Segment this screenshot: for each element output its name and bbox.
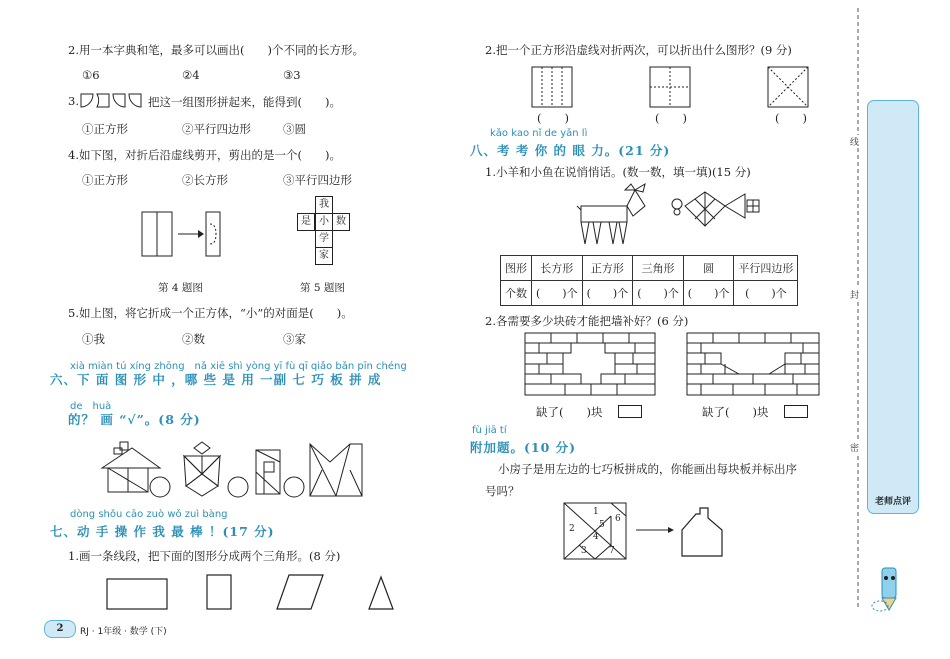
q5-option-1: ①我 (82, 332, 105, 346)
q2-option-3: ③3 (283, 68, 301, 82)
section-7-pinyin: dòng shǒu cāo zuò wǒ zuì bàng (70, 509, 228, 520)
brick-walls-figure (525, 333, 845, 399)
tangram-piece-4: 4 (593, 532, 599, 542)
question-2-text: 2.用一本字典和笔，最多可以画出( )个不同的长方形。 (68, 43, 364, 57)
section-8-pinyin: kǎo kao nǐ de yǎn lì (490, 128, 588, 139)
cube-face-xiao: 小 (315, 213, 333, 231)
section-7-title: 七、动 手 操 作 我 最 棒 ！(17 分) (50, 524, 275, 539)
tangram-piece-1: 1 (593, 507, 599, 517)
right-question-2-text: 2.把一个正方形沿虚线对折两次，可以折出什么图形？(9 分) (485, 43, 792, 57)
tangram-piece-5: 5 (599, 520, 605, 530)
binding-letter-xian: 线 (850, 135, 859, 148)
count-square-cell[interactable]: ( )个 (582, 281, 633, 306)
house-outline (682, 508, 722, 556)
tangram-piece-6: 6 (615, 514, 621, 524)
count-triangle-cell[interactable]: ( )个 (633, 281, 684, 306)
teacher-comment-label: 老师点评 (874, 497, 911, 507)
table-row (501, 281, 798, 306)
circle-shape-2 (228, 477, 248, 497)
q3-option-1: ①正方形 (82, 122, 128, 136)
q4-option-1: ①正方形 (82, 173, 128, 187)
brick-answer-box-1[interactable] (618, 405, 642, 418)
parallelogram-shape (277, 575, 323, 609)
brick-answer-box-2[interactable] (784, 405, 808, 418)
tangram-m-figure (310, 444, 362, 496)
caption-fig-4: 第 4 题图 (158, 282, 203, 294)
pencil-mascot-icon (868, 560, 918, 620)
question-3-text: 把这一组图形拼起来，能得到( )。 (148, 95, 341, 109)
cube-face-wo: 我 (315, 196, 333, 214)
cube-face-shi: 是 (297, 213, 315, 231)
tangram-piece-2: 2 (569, 524, 575, 534)
binding-letter-feng: 封 (850, 288, 859, 301)
tangram-letter-figure (256, 450, 280, 494)
table-header-row (501, 256, 798, 281)
fold-answer-3[interactable]: ( ) (775, 111, 807, 125)
section-7-question-1: 1.画一条线段，把下面的图形分成两个三角形。(8 分) (68, 549, 341, 563)
fold-answer-2[interactable]: ( ) (655, 111, 687, 125)
bonus-title: 附加题。(10 分) (470, 440, 577, 455)
q5-option-3: ③家 (283, 332, 306, 346)
tangram-figures (100, 440, 370, 500)
table-header-cell: 正方形 (582, 256, 633, 281)
fold-cut-figure (140, 210, 230, 260)
triangle-shape (369, 577, 393, 609)
table-header-cell: 三角形 (633, 256, 684, 281)
q4-option-3: ③平行四边形 (283, 173, 352, 187)
section-6-title-1: 六、下 面 图 形 中 ，哪 些 是 用 一副 七 巧 板 拼 成 (50, 372, 382, 387)
bonus-text-line-1: 小房子是用左边的七巧板拼成的，你能画出每块板并标出序 (498, 462, 797, 476)
table-header-cell: 长方形 (532, 256, 583, 281)
tangram-piece-3: 3 (581, 546, 587, 556)
q3-option-2: ②平行四边形 (182, 122, 251, 136)
table-header-cell: 圆 (683, 256, 734, 281)
fish-figure (672, 192, 759, 226)
brick-wall-2 (687, 333, 819, 395)
fold-answer-1[interactable]: ( ) (537, 111, 569, 125)
brick-answer-2[interactable]: 缺了( )块 (702, 405, 769, 419)
bonus-pinyin: fù jiā tí (472, 425, 507, 436)
question-5-text: 5.如上图，将它折成一个正方体，“小”的对面是( )。 (68, 306, 353, 320)
tangram-piece-7: 7 (609, 546, 615, 556)
table-header-cell: 平行四边形 (734, 256, 798, 281)
table-row-label: 个数 (501, 281, 532, 306)
circle-shape-3 (284, 477, 304, 497)
q5-option-2: ②数 (182, 332, 205, 346)
question-4-text: 4.如下图，对折后沿虚线剪开，剪出的是一个( )。 (68, 148, 341, 162)
footer-text: RJ · 1年级 · 数学 (下) (80, 627, 167, 637)
section-8-question-1: 1.小羊和小鱼在说悄悄话。(数一数，填一填)(15 分) (485, 165, 751, 179)
rectangle-shape (107, 579, 167, 609)
tangram-house-figure (102, 442, 160, 492)
teacher-comment-box[interactable] (867, 100, 919, 514)
arrow-and-house-figure (636, 526, 746, 560)
cube-face-jia: 家 (315, 247, 333, 265)
tangram-person-figure (184, 442, 220, 496)
count-rectangle-cell[interactable]: ( )个 (532, 281, 583, 306)
bonus-text-line-2: 号吗？ (485, 484, 520, 498)
divide-shapes-figure (105, 573, 405, 613)
brick-question-text: 2.各需要多少块砖才能把墙补好？(6 分) (485, 314, 689, 328)
table-header-cell: 图形 (501, 256, 532, 281)
q3-option-3: ③圆 (283, 122, 306, 136)
brick-wall-1 (525, 333, 655, 395)
shape-count-table (500, 255, 798, 306)
cube-face-shu: 数 (332, 213, 350, 231)
page-number: 2 (44, 620, 76, 638)
count-parallelogram-cell[interactable]: ( )个 (734, 281, 798, 306)
circle-shape-1 (150, 477, 170, 497)
question-3-prefix: 3. (68, 94, 79, 108)
section-8-title: 八、考 考 你 的 眼 力。(21 分) (470, 143, 671, 158)
cube-face-xue: 学 (315, 230, 333, 248)
caption-fig-5: 第 5 题图 (300, 282, 345, 294)
fold-square-figures (530, 65, 820, 109)
q2-option-2: ②4 (182, 68, 200, 82)
q4-option-2: ②长方形 (182, 173, 228, 187)
count-circle-cell[interactable]: ( )个 (683, 281, 734, 306)
sheep-and-fish-figure (575, 182, 775, 248)
section-6-pinyin-2: de huà (70, 401, 112, 412)
q2-option-1: ①6 (82, 68, 100, 82)
brick-answer-1[interactable]: 缺了( )块 (536, 405, 603, 419)
sheep-figure (577, 184, 645, 244)
binding-letter-mi: 密 (850, 441, 859, 454)
q3-shapes-figure (80, 93, 146, 109)
section-6-title-2: 的？ 画 “√”。(8 分) (68, 412, 201, 427)
tall-rectangle-shape (207, 575, 231, 609)
binding-line (855, 8, 861, 608)
section-6-pinyin-1: xià miàn tú xíng zhōng nǎ xiē shì yòng yī fù qī qiǎo bǎn pīn chéng (70, 361, 407, 372)
